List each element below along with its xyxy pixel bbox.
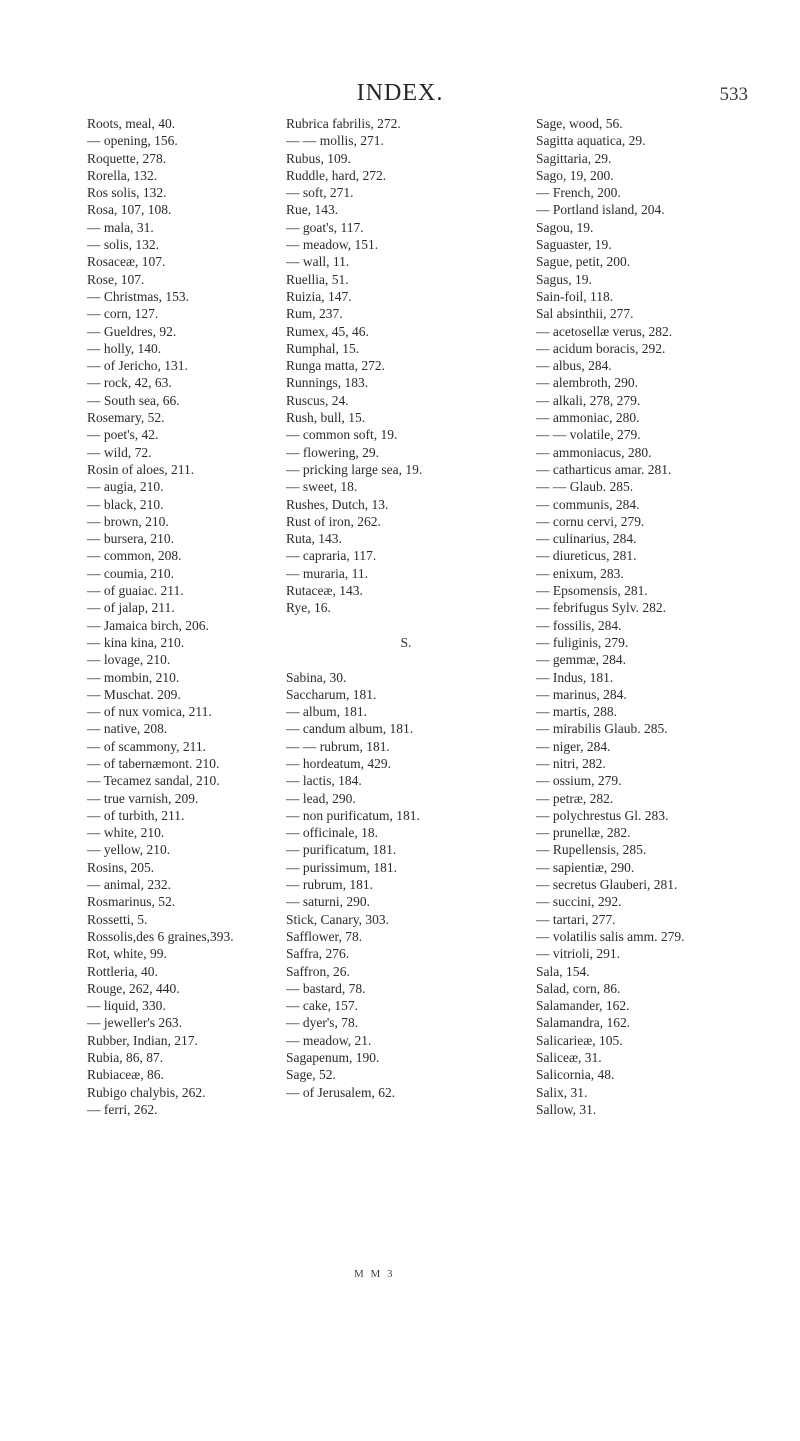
index-entry: Rosa, 107, 108.	[87, 202, 172, 218]
index-entry: — lead, 290.	[286, 790, 356, 806]
index-entry: — catharticus amar. 281.	[536, 461, 672, 477]
index-entry: — rock, 42, 63.	[87, 375, 172, 391]
index-entry: Rubber, Indian, 217.	[87, 1032, 198, 1048]
index-entry: — febrifugus Sylv. 282.	[536, 600, 666, 616]
index-entry: — French, 200.	[536, 185, 621, 201]
index-entry: — album, 181.	[286, 704, 367, 720]
index-entry: — of Jericho, 131.	[87, 358, 188, 374]
index-entry: Rubus, 109.	[286, 150, 351, 166]
index-entry: Rum, 237.	[286, 306, 343, 322]
index-entry: — brown, 210.	[87, 513, 169, 529]
index-entry: Sabina, 30.	[286, 669, 347, 685]
index-entry: Runnings, 183.	[286, 375, 369, 391]
index-entry: — wall, 11.	[286, 254, 350, 270]
index-entry: Sago, 19, 200.	[536, 167, 614, 183]
index-entry: Rosin of aloes, 211.	[87, 461, 195, 477]
index-entry: — of tabernæmont. 210.	[87, 755, 220, 771]
index-entry: — enixum, 283.	[536, 565, 624, 581]
index-entry: Rubrica fabrilis, 272.	[286, 116, 401, 131]
index-entry: — — Glaub. 285.	[536, 479, 634, 495]
index-entry: — animal, 232.	[87, 877, 171, 893]
section-letter-heading: S.	[400, 634, 412, 650]
index-entry: — diureticus, 281.	[536, 548, 637, 564]
index-entry: Rubiaceæ, 86.	[87, 1067, 164, 1083]
index-entry: Rubia, 86, 87.	[87, 1050, 164, 1066]
index-entry: Rubigo chalybis, 262.	[87, 1084, 206, 1100]
index-entry: Sagou, 19.	[536, 219, 594, 235]
index-entry: — sapientiæ, 290.	[536, 859, 635, 875]
index-entry: — pricking large sea, 19.	[286, 461, 423, 477]
index-entry: Rosins, 205.	[87, 859, 155, 875]
index-entry: — white, 210.	[87, 825, 165, 841]
index-entry: — — mollis, 271.	[286, 133, 384, 149]
index-entry: Sagittaria, 29.	[536, 150, 612, 166]
index-entry: — fossilis, 284.	[536, 617, 622, 633]
index-entry: — coumia, 210.	[87, 565, 174, 581]
index-entry: — cake, 157.	[286, 998, 358, 1014]
index-entry: — culinarius, 284.	[536, 531, 637, 547]
index-entry: — communis, 284.	[536, 496, 640, 512]
index-entry: — of guaiac. 211.	[87, 583, 184, 599]
index-entry: Rossetti, 5.	[87, 911, 148, 927]
index-entry: — ammoniac, 280.	[536, 410, 640, 426]
index-entry: Ruizia, 147.	[286, 288, 352, 304]
index-entry: Rouge, 262, 440.	[87, 980, 180, 996]
index-entry: Ruellia, 51.	[286, 271, 349, 287]
index-entry: — volatilis salis amm. 279.	[536, 928, 685, 944]
index-entry: Rush, bull, 15.	[286, 410, 366, 426]
index-entry: — secretus Glauberi, 281.	[536, 877, 678, 893]
index-entry: Rot, white, 99.	[87, 946, 167, 962]
index-entry: Saliceæ, 31.	[536, 1050, 602, 1066]
index-entry: — cornu cervi, 279.	[536, 513, 645, 529]
index-entry: — vitrioli, 291.	[536, 946, 620, 962]
index-entry: — alembroth, 290.	[536, 375, 638, 391]
index-entry: Runga matta, 272.	[286, 358, 385, 374]
index-entry: — of scammony, 211.	[87, 738, 206, 754]
index-entry: — mirabilis Glaub. 285.	[536, 721, 668, 737]
index-entry: Saffron, 26.	[286, 963, 350, 979]
index-entry: — rubrum, 181.	[286, 877, 373, 893]
index-column-2-s-entries	[286, 669, 526, 1101]
index-entry: — of jalap, 211.	[87, 600, 175, 616]
index-entry: Roots, meal, 40.	[87, 116, 176, 131]
index-entry: — tartari, 277.	[536, 911, 616, 927]
index-entry: Rose, 107.	[87, 271, 145, 287]
index-entry: — acidum boracis, 292.	[536, 340, 666, 356]
index-entry: — sweet, 18.	[286, 479, 358, 495]
index-entry: — niger, 284.	[536, 738, 611, 754]
index-entry: Rutaceæ, 143.	[286, 583, 363, 599]
index-entry: — — volatile, 279.	[536, 427, 641, 443]
index-entry: — Christmas, 153.	[87, 288, 190, 304]
index-entry: Rumex, 45, 46.	[286, 323, 369, 339]
index-entry: Sala, 154.	[536, 963, 590, 979]
index-entry: — poet's, 42.	[87, 427, 159, 443]
index-entry: Saccharum, 181.	[286, 686, 377, 702]
index-entry: Salicornia, 48.	[536, 1067, 615, 1083]
index-entry: — black, 210.	[87, 496, 164, 512]
page-title: INDEX.	[356, 80, 444, 106]
index-entry: Rorella, 132.	[87, 167, 158, 183]
index-entry: — Rupellensis, 285.	[536, 842, 647, 858]
index-entry: — corn, 127.	[87, 306, 159, 322]
index-entry: — petræ, 282.	[536, 790, 614, 806]
index-entry: — yellow, 210.	[87, 842, 171, 858]
index-entry: — polychrestus Gl. 283.	[536, 807, 669, 823]
index-entry: Saffra, 276.	[286, 946, 350, 962]
index-entry: — non purificatum, 181.	[286, 807, 420, 823]
index-entry: — officinale, 18.	[286, 825, 378, 841]
index-entry: Sage, wood, 56.	[536, 116, 623, 131]
section-spacer	[286, 617, 526, 634]
index-entry: Ros solis, 132.	[87, 185, 167, 201]
index-entry: — saturni, 290.	[286, 894, 370, 910]
index-entry: — purificatum, 181.	[286, 842, 397, 858]
index-entry: Salad, corn, 86.	[536, 980, 621, 996]
index-entry: — ammoniacus, 280.	[536, 444, 652, 460]
printer-signature-mark: M M 3	[354, 1268, 395, 1280]
index-entry: — meadow, 151.	[286, 237, 379, 253]
index-entry: — Indus, 181.	[536, 669, 614, 685]
index-entry: — soft, 271.	[286, 185, 354, 201]
index-entry: — ferri, 262.	[87, 1101, 158, 1117]
index-entry: — South sea, 66.	[87, 392, 180, 408]
index-entry: Sagus, 19.	[536, 271, 592, 287]
index-entry: — mombin, 210.	[87, 669, 180, 685]
index-entry: — kina kina, 210.	[87, 634, 185, 650]
index-entry: — fuliginis, 279.	[536, 634, 629, 650]
index-entry: Safflower, 78.	[286, 928, 363, 944]
index-entry: — — rubrum, 181.	[286, 738, 390, 754]
index-entry: Rye, 16.	[286, 600, 331, 616]
index-entry: Ruscus, 24.	[286, 392, 349, 408]
index-entry: Sallow, 31.	[536, 1101, 597, 1117]
index-entry: — mala, 31.	[87, 219, 154, 235]
index-entry: Rushes, Dutch, 13.	[286, 496, 389, 512]
index-entry: — of Jerusalem, 62.	[286, 1084, 396, 1100]
index-entry: — holly, 140.	[87, 340, 162, 356]
index-entry: — common, 208.	[87, 548, 182, 564]
index-column-3	[536, 115, 685, 1118]
index-entry: Rosemary, 52.	[87, 410, 165, 426]
index-entry: Rottleria, 40.	[87, 963, 158, 979]
index-entry: — muraria, 11.	[286, 565, 368, 581]
index-entry: Sagapenum, 190.	[286, 1050, 380, 1066]
page-number: 533	[719, 84, 748, 105]
index-entry: Sal absinthii, 277.	[536, 306, 634, 322]
index-entry: — purissimum, 181.	[286, 859, 398, 875]
index-entry: Rosmarinus, 52.	[87, 894, 176, 910]
index-entry: — meadow, 21.	[286, 1032, 372, 1048]
index-entry: — true varnish, 209.	[87, 790, 199, 806]
index-entry: — native, 208.	[87, 721, 168, 737]
index-entry: — wild, 72.	[87, 444, 152, 460]
index-entry: — lactis, 184.	[286, 773, 362, 789]
index-entry: — bursera, 210.	[87, 531, 174, 547]
index-entry: Salicarieæ, 105.	[536, 1032, 623, 1048]
index-entry: Rue, 143.	[286, 202, 339, 218]
index-entry: — jeweller's 263.	[87, 1015, 183, 1031]
index-entry: — acetosellæ verus, 282.	[536, 323, 673, 339]
index-entry: — hordeatum, 429.	[286, 755, 391, 771]
index-entry: — dyer's, 78.	[286, 1015, 359, 1031]
index-entry: — liquid, 330.	[87, 998, 166, 1014]
index-entry: — augia, 210.	[87, 479, 164, 495]
index-entry: Sague, petit, 200.	[536, 254, 631, 270]
index-entry: Salix, 31.	[536, 1084, 588, 1100]
index-entry: Rosaceæ, 107.	[87, 254, 166, 270]
index-entry: — bastard, 78.	[286, 980, 366, 996]
index-column-2-r-entries	[286, 115, 526, 617]
index-entry: Rossolis,des 6 graines,393.	[87, 928, 234, 944]
index-entry: — marinus, 284.	[536, 686, 627, 702]
index-entry: Salamandra, 162.	[536, 1015, 631, 1031]
index-entry: Sage, 52.	[286, 1067, 336, 1083]
index-entry: — alkali, 278, 279.	[536, 392, 641, 408]
index-column-2	[286, 115, 526, 1101]
index-entry: — of turbith, 211.	[87, 807, 185, 823]
index-entry: Sagitta aquatica, 29.	[536, 133, 646, 149]
index-entry: Stick, Canary, 303.	[286, 911, 389, 927]
index-entry: Ruddle, hard, 272.	[286, 167, 387, 183]
index-entry: — common soft, 19.	[286, 427, 398, 443]
index-entry: — succini, 292.	[536, 894, 622, 910]
index-entry: — prunellæ, 282.	[536, 825, 631, 841]
index-entry: — flowering, 29.	[286, 444, 379, 460]
index-column-1	[87, 115, 234, 1118]
index-entry: — albus, 284.	[536, 358, 612, 374]
index-entry: — Portland island, 204.	[536, 202, 665, 218]
index-entry: — lovage, 210.	[87, 652, 171, 668]
index-entry: Saguaster, 19.	[536, 237, 612, 253]
index-entry: Roquette, 278.	[87, 150, 167, 166]
section-spacer	[286, 651, 526, 668]
index-entry: — solis, 132.	[87, 237, 160, 253]
index-entry: — Muschat. 209.	[87, 686, 181, 702]
index-entry: — Jamaica birch, 206.	[87, 617, 209, 633]
index-entry: — opening, 156.	[87, 133, 178, 149]
index-entry: — Gueldres, 92.	[87, 323, 177, 339]
index-entry: — candum album, 181.	[286, 721, 414, 737]
index-entry: — martis, 288.	[536, 704, 617, 720]
index-entry: Rumphal, 15.	[286, 340, 360, 356]
index-entry: — of nux vomica, 211.	[87, 704, 212, 720]
index-entry: Rust of iron, 262.	[286, 513, 381, 529]
index-entry: — Tecamez sandal, 210.	[87, 773, 220, 789]
index-entry: — ossium, 279.	[536, 773, 622, 789]
index-entry: — Epsomensis, 281.	[536, 583, 648, 599]
index-entry: — gemmæ, 284.	[536, 652, 626, 668]
index-entry: — nitri, 282.	[536, 755, 606, 771]
page-header	[0, 80, 800, 110]
index-entry: Ruta, 143.	[286, 531, 342, 547]
index-entry: — goat's, 117.	[286, 219, 364, 235]
index-entry: Salamander, 162.	[536, 998, 630, 1014]
index-entry: Sain-foil, 118.	[536, 288, 614, 304]
index-entry: — capraria, 117.	[286, 548, 377, 564]
